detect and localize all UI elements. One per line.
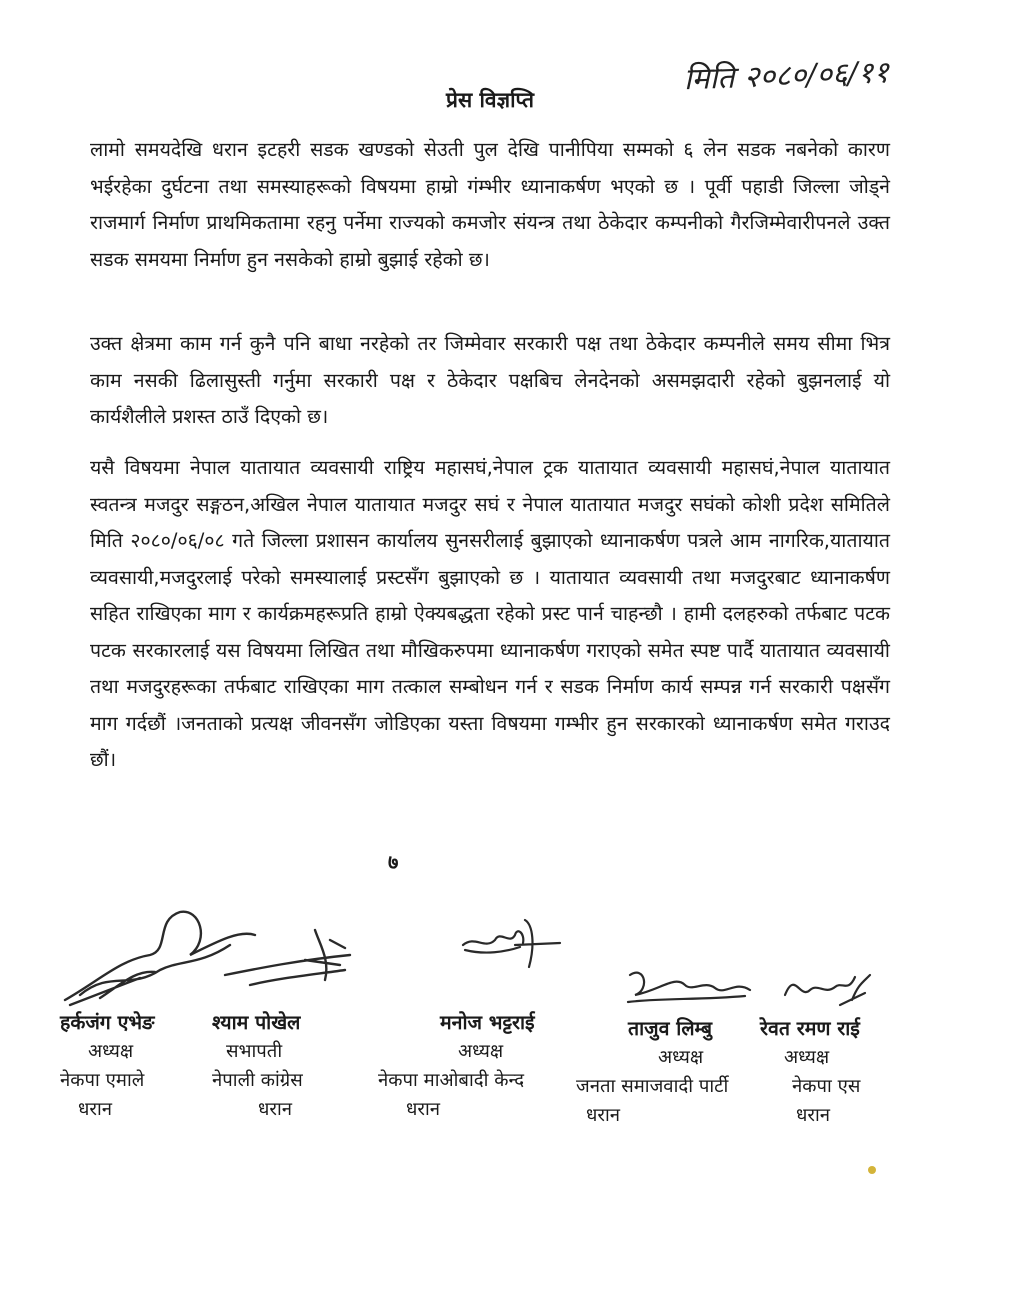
signatory-place: धरान — [586, 1105, 621, 1126]
signatory-3 — [378, 1008, 535, 1124]
signatory-place: धरान — [258, 1099, 293, 1120]
signatory-party: नेपाली कांग्रेस — [212, 1070, 303, 1091]
signature-2-scribble — [220, 920, 360, 1000]
signatory-party: नेकपा एस — [792, 1076, 861, 1097]
paragraph-2 — [90, 326, 890, 436]
paragraph-text: लामो समयदेखि धरान इटहरी सडक खण्डको सेउती पुल देखि पानीपिया सम्मको ६ लेन सडक नबनेको कारण भईरहेका दुर्घटना तथा समस्याहरूको विषयमा हाम्रो गंम्भीर ध्यानाकर्षण भएको छ । पूर्वी पहाडी जिल्ला जोड्ने राजमार्ग निर्माण प्राथमिकतामा रहनु पर्नेमा राज्यको कमजोर संयन्त्र तथा ठेकेदार कम्पनीको गैरजिम्मेवारीपनले उक्त सडक समयमा निर्माण हुन नसकेको हाम्रो बुझाई रहेको छ। — [90, 138, 890, 271]
signatory-title: अध्यक्ष — [784, 1047, 830, 1068]
signatory-name: श्याम पोखेल — [212, 1011, 301, 1034]
signature-3-scribble — [455, 905, 565, 975]
signatory-4 — [576, 1014, 728, 1130]
paragraph-text: उक्त क्षेत्रमा काम गर्न कुनै पनि बाधा नरहेको तर जिम्मेवार सरकारी पक्ष तथा ठेकेदार कम्पनीले समय सीमा भित्र काम नसकी ढिलासुस्ती गर्नुमा सरकारी पक्ष र ठेकेदार पक्षबिच लेनदेनको असमझदारी रहेको बुझनलाई यो कार्यशैलीले प्रशस्त ठाउँ दिएको छ। — [90, 332, 890, 428]
signatory-place: धरान — [796, 1105, 831, 1126]
signature-4-scribble — [620, 960, 760, 1015]
signatory-party: नेकपा माओबादी केन्द — [378, 1070, 525, 1091]
signatory-title: अध्यक्ष — [658, 1047, 704, 1068]
signatory-party: नेकपा एमाले — [60, 1070, 145, 1091]
signatory-place: धरान — [406, 1099, 441, 1120]
signatory-1 — [60, 1008, 154, 1124]
signatory-5 — [760, 1014, 860, 1130]
stain-mark — [868, 1166, 876, 1174]
signatory-2 — [212, 1008, 303, 1124]
signatory-name: हर्कजंग एभेङ — [60, 1011, 155, 1034]
stray-mark: ७ — [388, 850, 399, 874]
signatory-party: जनता समाजवादी पार्टी — [576, 1076, 729, 1097]
document-heading: प्रेस विज्ञप्ति — [446, 88, 534, 112]
signatory-name: रेवत रमण राई — [760, 1017, 860, 1040]
paragraph-3 — [90, 450, 890, 779]
signatory-title: अध्यक्ष — [88, 1041, 134, 1062]
signatory-place: धरान — [78, 1099, 113, 1120]
signatures-section — [0, 890, 1020, 1150]
signatory-title: अध्यक्ष — [458, 1041, 504, 1062]
signatory-name: मनोज भट्टराई — [440, 1011, 535, 1034]
paragraph-text: यसै विषयमा नेपाल यातायात व्यवसायी राष्ट्रिय महासघं,नेपाल ट्रक यातायात व्यवसायी महासघं,नेपाल यातायात स्वतन्त्र मजदुर सङ्गठन,अखिल नेपाल यातायात मजदुर सघं र नेपाल यातायात मजदुर सघंको कोशी प्रदेश समितिले मिति २०८०/०६/०८ गते जिल्ला प्रशासन कार्यालय सुनसरीलाई बुझाएको ध्यानाकर्षण पत्रले आम नागरिक,यातायात व्यवसायी,मजदुरलाई परेको समस्यालाई प्रस्टसँग बुझाएको छ । यातायात व्यवसायी तथा मजदुरबाट ध्यानाकर्षण सहित राखिएका माग र कार्यक्रमहरूप्रति हाम्रो ऐक्यबद्धता रहेको प्रस्ट पार्न चाहन्छौ । हामी दलहरुको तर्फबाट पटक पटक सरकारलाई यस विषयमा लिखित तथा मौखिकरुपमा ध्यानाकर्षण गराएको समेत स्पष्ट पार्दै यातायात व्यवसायी तथा मजदुरहरूका तर्फबाट राखिएका माग तत्काल सम्बोधन गर्न र सडक निर्माण कार्य सम्पन्न गर्न सरकारी पक्षसँग माग गर्दछौं ।जनताको प्रत्यक्ष जीवनसँग जोडिएका यस्ता विषयमा गम्भीर हुन सरकारको ध्यानाकर्षण समेत गराउद छौं। — [90, 456, 890, 771]
signature-5-scribble — [780, 965, 880, 1015]
handwritten-date: मिति २०८०/०६/११ — [683, 55, 890, 98]
signatory-name: ताजुव लिम्बु — [628, 1017, 713, 1040]
paragraph-1 — [90, 132, 890, 278]
signatory-title: सभापती — [226, 1041, 283, 1062]
